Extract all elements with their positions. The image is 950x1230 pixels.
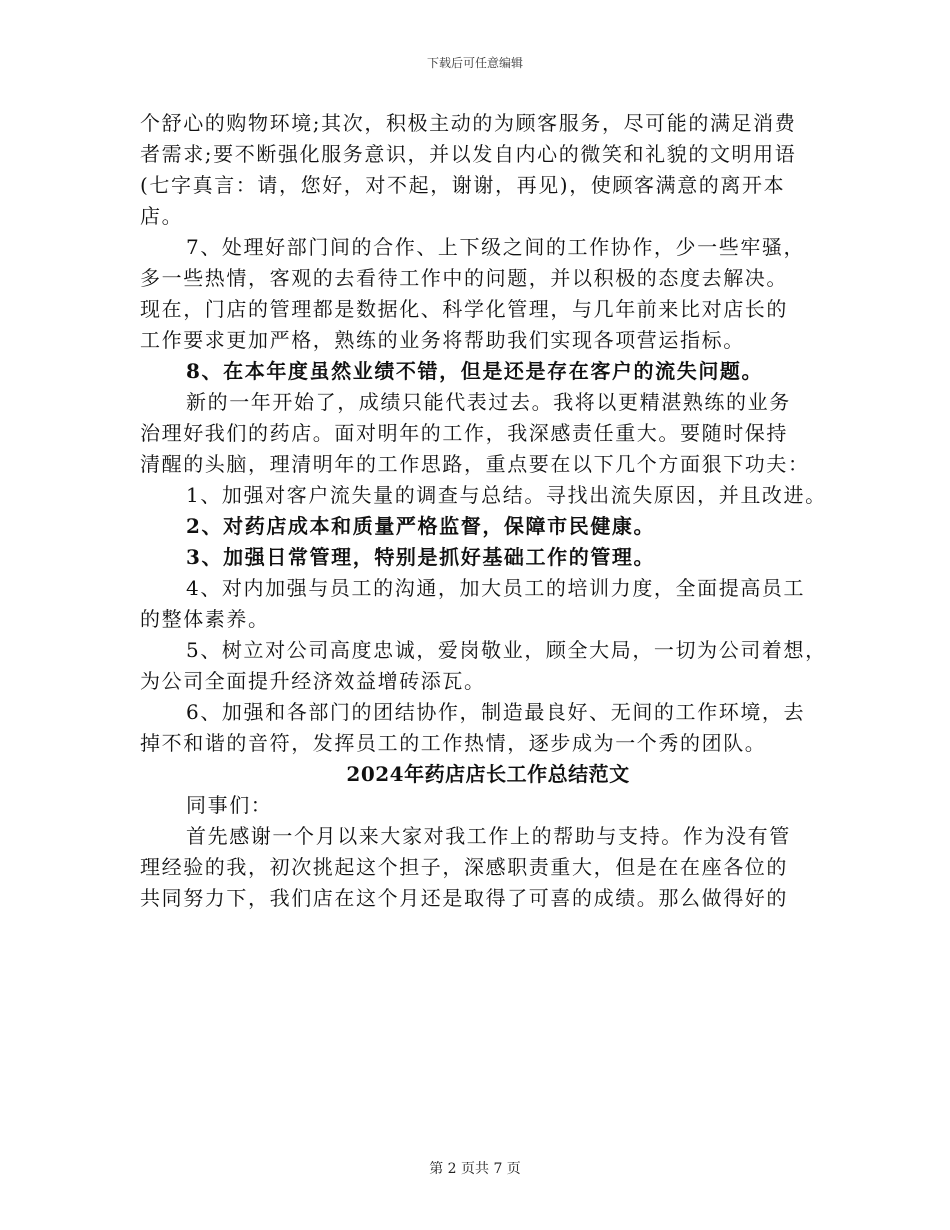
- page-header: 下载后可任意编辑: [426, 56, 523, 70]
- text-line: 7、处理好部门间的合作、上下级之间的工作协作，少一些牢骚，: [186, 235, 806, 259]
- text-line: 多一些热情，客观的去看待工作中的问题，并以积极的态度去解决。: [140, 266, 788, 290]
- text-line: 工作要求更加严格，熟练的业务将帮助我们实现各项营运指标。: [140, 328, 745, 352]
- text-line: 治理好我们的药店。面对明年的工作，我深感责任重大。要随时保持: [140, 421, 788, 445]
- text-line: 店。: [140, 204, 184, 228]
- document-body: [140, 108, 840, 914]
- text-line: 掉不和谐的音符，发挥员工的工作热情，逐步成为一个秀的团队。: [140, 731, 767, 755]
- bold-text-line: 8、在本年度虽然业绩不错，但是还是存在客户的流失问题。: [186, 359, 764, 383]
- text-line: 同事们：: [186, 793, 273, 817]
- text-line: 理经验的我，初次挑起这个担子，深感职责重大，但是在在座各位的: [140, 855, 788, 879]
- bold-text-line: 3、加强日常管理，特别是抓好基础工作的管理。: [186, 545, 656, 569]
- section-title: 2024年药店店长工作总结范文: [346, 762, 630, 786]
- page-footer: 第 2 页共 7 页: [429, 1161, 521, 1177]
- text-line: 者需求;要不断强化服务意识，并以发自内心的微笑和礼貌的文明用语: [140, 142, 797, 166]
- bold-text-line: 2、对药店成本和质量严格监督，保障市民健康。: [186, 514, 656, 538]
- text-line: 首先感谢一个月以来大家对我工作上的帮助与支持。作为没有管: [186, 824, 791, 848]
- text-line: 新的一年开始了，成绩只能代表过去。我将以更精湛熟练的业务: [186, 390, 791, 414]
- text-line: 清醒的头脑，理清明年的工作思路，重点要在以下几个方面狠下功夫：: [140, 452, 810, 476]
- text-line: 1、加强对客户流失量的调查与总结。寻找出流失原因，并且改进。: [186, 483, 827, 507]
- text-line: 共同努力下，我们店在这个月还是取得了可喜的成绩。那么做得好的: [140, 886, 788, 910]
- text-line: 为公司全面提升经济效益增砖添瓦。: [140, 669, 486, 693]
- text-line: 现在，门店的管理都是数据化、科学化管理，与几年前来比对店长的: [140, 297, 788, 321]
- text-line: (七字真言：请，您好，对不起，谢谢，再见)，使顾客满意的离开本: [140, 173, 786, 197]
- text-line: 4、对内加强与员工的沟通，加大员工的培训力度，全面提高员工: [186, 576, 806, 600]
- text-line: 5、树立对公司高度忠诚，爱岗敬业，顾全大局，一切为公司着想，: [186, 638, 827, 662]
- text-line: 的整体素养。: [140, 607, 270, 631]
- text-line: 6、加强和各部门的团结协作，制造最良好、无间的工作环境，去: [186, 700, 806, 724]
- text-line: 个舒心的购物环境;其次，积极主动的为顾客服务，尽可能的满足消费: [140, 111, 797, 135]
